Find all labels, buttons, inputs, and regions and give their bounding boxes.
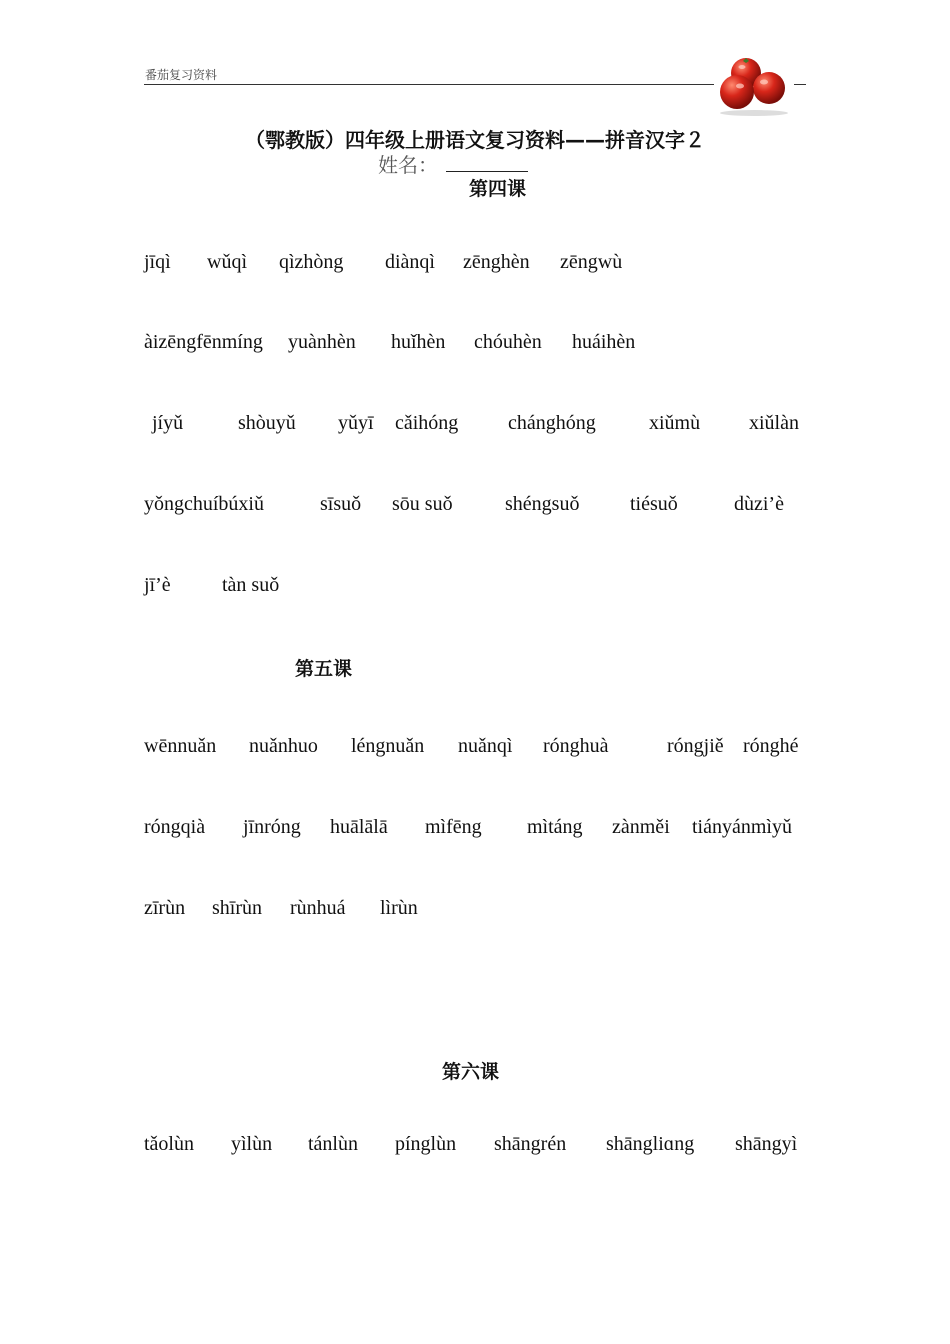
pinyin-word: tánlùn: [308, 1133, 358, 1155]
pinyin-word: chánghóng: [508, 412, 596, 434]
pinyin-word: shāngrén: [494, 1133, 567, 1155]
pinyin-word: nuǎnqì: [458, 735, 513, 757]
pinyin-word: tiésuǒ: [630, 493, 678, 515]
lesson-4-heading: 第四课: [469, 178, 527, 200]
pinyin-word: lìrùn: [380, 897, 418, 919]
pinyin-word: yǒngchuíbúxiǔ: [144, 493, 264, 515]
pinyin-word: shéngsuǒ: [505, 493, 580, 515]
pinyin-word: rónghé: [743, 735, 799, 757]
pinyin-word: shāngyì: [735, 1133, 798, 1155]
pinyin-word: dùzi’è: [734, 493, 784, 515]
pinyin-word: chóuhèn: [474, 331, 542, 353]
pinyin-word: jīqì: [144, 251, 171, 273]
pinyin-word: zànměi: [612, 816, 670, 838]
pinyin-word: huáihèn: [572, 331, 636, 353]
pinyin-word: yuànhèn: [288, 331, 356, 353]
pinyin-word: shòuyǔ: [238, 412, 296, 434]
pinyin-word: shīrùn: [212, 897, 262, 919]
name-blank: [446, 171, 528, 172]
pinyin-word: rónghuà: [543, 735, 609, 757]
pinyin-word: tàn suǒ: [222, 574, 280, 596]
pinyin-word: nuǎnhuo: [249, 735, 318, 757]
pinyin-word: zēnghèn: [463, 251, 530, 273]
lesson-6-heading: 第六课: [442, 1061, 500, 1083]
pinyin-word: sōu suǒ: [392, 493, 453, 515]
header-label: 番茄复习资料: [145, 68, 218, 82]
pinyin-word: cǎihóng: [395, 412, 459, 434]
pinyin-word: tǎolùn: [144, 1133, 194, 1155]
pinyin-word: yìlùn: [231, 1133, 273, 1155]
pinyin-word: qìzhòng: [279, 251, 344, 273]
pinyin-word: jī’è: [144, 574, 171, 596]
pinyin-word: huǐhèn: [391, 331, 446, 353]
pinyin-word: jīnróng: [243, 816, 301, 838]
name-label: 姓名：: [378, 153, 438, 177]
pinyin-word: diànqì: [385, 251, 435, 273]
pinyin-word: shāngliɑng: [606, 1133, 695, 1155]
pinyin-word: jíyǔ: [152, 412, 184, 434]
lesson-5-heading: 第五课: [295, 658, 353, 680]
pinyin-word: léngnuǎn: [351, 735, 425, 757]
pinyin-word: tiányánmìyǔ: [692, 816, 792, 838]
header-rule-tail: [794, 84, 806, 85]
pinyin-word: àizēngfēnmíng: [144, 331, 263, 353]
header-rule: [144, 84, 714, 85]
pinyin-word: xiǔlàn: [749, 412, 799, 434]
pinyin-word: zīrùn: [144, 897, 186, 919]
pinyin-word: sīsuǒ: [320, 493, 362, 515]
pinyin-word: huālālā: [330, 816, 388, 838]
pinyin-word: róngqià: [144, 816, 206, 838]
pinyin-word: wēnnuǎn: [144, 735, 217, 757]
pinyin-word: zēngwù: [560, 251, 623, 273]
pinyin-word: pínglùn: [395, 1133, 457, 1155]
page-title: （鄂教版）四年级上册语文复习资料——拼音汉字２: [245, 128, 705, 152]
pinyin-word: xiǔmù: [649, 412, 701, 434]
pinyin-word: mìfēng: [425, 816, 482, 838]
pinyin-word: rùnhuá: [290, 897, 346, 919]
pinyin-word: yǔyī: [338, 412, 374, 434]
tomato-logo: [714, 55, 794, 117]
pinyin-word: róngjiě: [667, 735, 724, 757]
pinyin-word: mìtáng: [527, 816, 583, 838]
pinyin-word: wǔqì: [207, 251, 247, 273]
